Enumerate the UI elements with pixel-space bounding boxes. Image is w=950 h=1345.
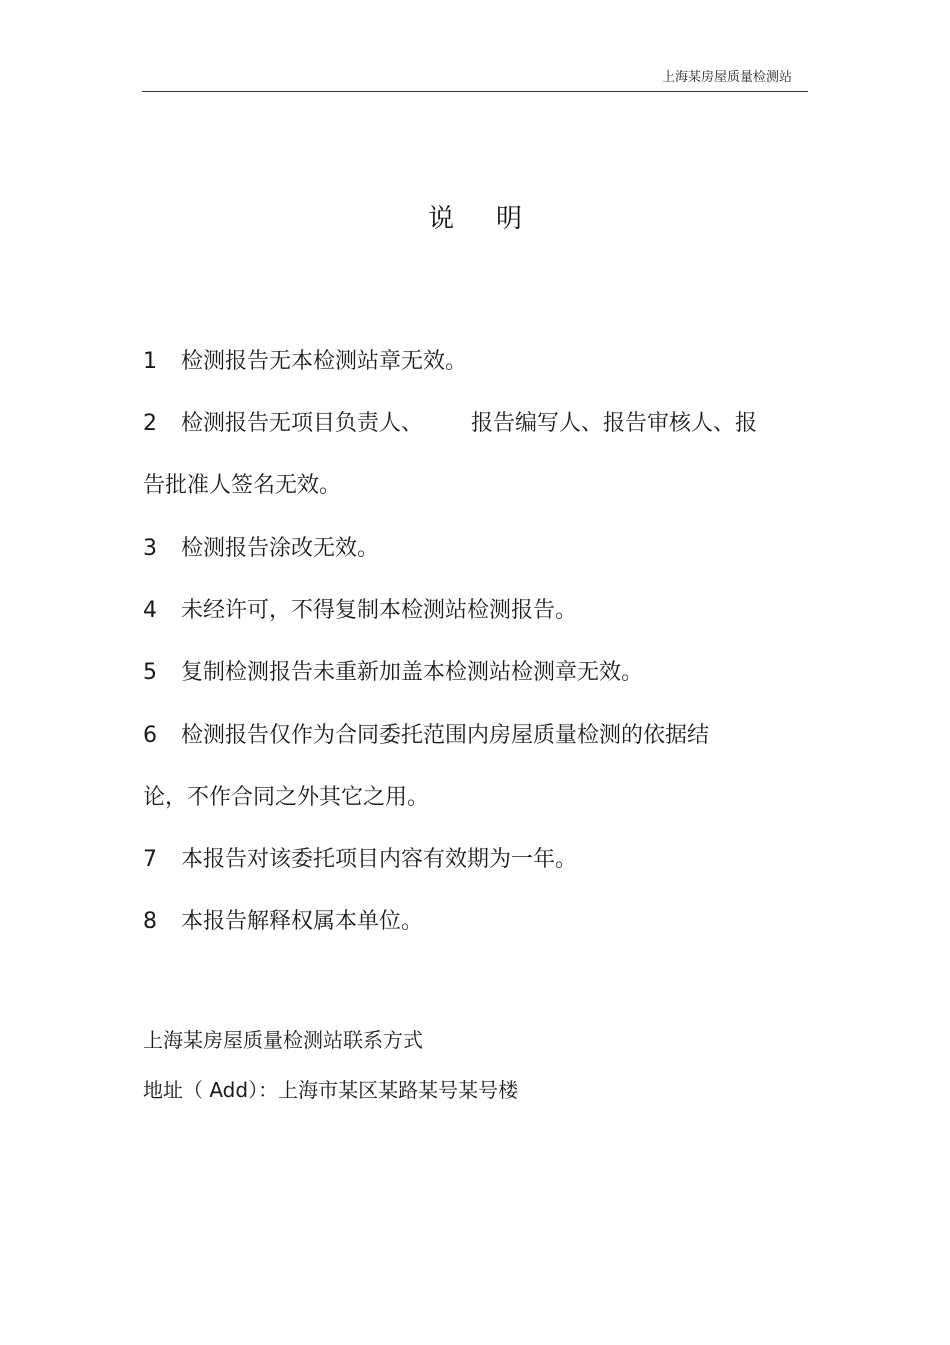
item-text: 检测报告无本检测站章无效。 xyxy=(181,349,468,374)
header-org-name: 上海某房屋质量检测站 xyxy=(661,70,792,85)
item-text: 本报告解释权属本单位。 xyxy=(181,909,424,934)
header-divider xyxy=(142,91,808,92)
item-text-cont: 报告编写人、报告审核人、报 xyxy=(471,411,758,436)
list-item-6-continuation xyxy=(143,783,429,813)
list-item-6 xyxy=(143,721,709,751)
list-item-3 xyxy=(143,534,379,564)
item-text: 复制检测报告未重新加盖本检测站检测章无效。 xyxy=(181,660,644,685)
list-item-5 xyxy=(143,658,643,688)
item-text: 检测报告无项目负责人、 xyxy=(181,411,424,436)
list-item-4 xyxy=(143,596,577,626)
list-item-2 xyxy=(143,409,757,439)
item-number: 1 xyxy=(143,349,157,374)
contact-address: 地址（ Add）：上海市某区某路某号某号楼 xyxy=(143,1078,519,1102)
list-item-1 xyxy=(143,347,467,377)
item-text: 未经许可，不得复制本检测站检测报告。 xyxy=(181,598,578,623)
item-number: 6 xyxy=(143,723,157,748)
title-char-1: 说 xyxy=(427,204,454,234)
title-char-2: 明 xyxy=(496,204,523,234)
item-number: 8 xyxy=(143,909,157,934)
list-item-2-continuation xyxy=(143,471,341,501)
contact-heading: 上海某房屋质量检测站联系方式 xyxy=(143,1028,423,1052)
item-number: 4 xyxy=(143,598,157,623)
item-number: 7 xyxy=(143,847,157,872)
item-text: 论，不作合同之外其它之用。 xyxy=(143,785,430,810)
item-text: 检测报告涂改无效。 xyxy=(181,536,380,561)
item-text: 本报告对该委托项目内容有效期为一年。 xyxy=(181,847,578,872)
item-number: 5 xyxy=(143,660,157,685)
page-title xyxy=(0,198,950,235)
item-text: 检测报告仅作为合同委托范围内房屋质量检测的依据结 xyxy=(181,723,710,748)
list-item-8 xyxy=(143,907,423,937)
item-text: 告批准人签名无效。 xyxy=(143,473,342,498)
item-number: 3 xyxy=(143,536,157,561)
item-number: 2 xyxy=(143,411,157,436)
list-item-7 xyxy=(143,845,577,875)
